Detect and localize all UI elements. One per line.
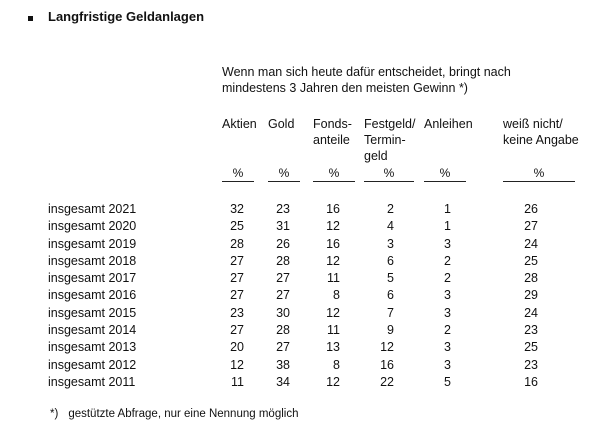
cell-weiss-nicht: 25: [524, 340, 538, 355]
cell-anleihen: 5: [444, 374, 451, 389]
column-header-festgeld: Festgeld/ Termin- geld: [364, 117, 416, 163]
cell-weiss-nicht: 24: [524, 236, 538, 251]
footnote-mark: *): [50, 408, 59, 420]
cell-weiss-nicht: 26: [524, 202, 538, 216]
cell-anleihen: 3: [444, 236, 451, 251]
cell-aktien: 32: [230, 202, 244, 216]
cell-anleihen: 2: [444, 323, 451, 338]
cell-fondsanteile: 8: [333, 357, 340, 372]
cell-fondsanteile: 11: [327, 323, 340, 338]
cell-gold: 34: [276, 374, 290, 389]
cell-festgeld: 16: [380, 357, 394, 372]
unit-festgeld: %: [364, 166, 414, 182]
cell-festgeld: 2: [387, 202, 394, 216]
unit-anleihen: %: [424, 166, 466, 182]
cell-festgeld: 6: [387, 253, 394, 268]
column-header-anleihen: Anleihen: [424, 117, 473, 131]
table-row: [48, 271, 588, 288]
cell-festgeld: 12: [380, 340, 394, 355]
cell-gold: 30: [276, 305, 290, 320]
cell-gold: 28: [276, 253, 290, 268]
cell-aktien: 20: [230, 340, 244, 355]
column-header-aktien: Aktien: [222, 117, 257, 131]
cell-fondsanteile: 12: [326, 253, 340, 268]
cell-aktien: 12: [230, 357, 244, 372]
cell-aktien: 27: [230, 323, 244, 338]
table-row: [48, 323, 588, 340]
bullet-icon: [28, 16, 33, 21]
table-row: [48, 254, 588, 271]
row-label: insgesamt 2020: [48, 219, 137, 234]
cell-aktien: 23: [230, 305, 244, 320]
cell-fondsanteile: 8: [333, 288, 340, 303]
cell-weiss-nicht: 25: [524, 253, 538, 268]
cell-festgeld: 4: [387, 219, 394, 234]
table-row: [48, 288, 588, 305]
row-label: insgesamt 2014: [48, 323, 137, 338]
table-row: [48, 375, 588, 392]
cell-fondsanteile: 12: [326, 219, 340, 234]
cell-gold: 28: [276, 323, 290, 338]
cell-festgeld: 22: [380, 374, 394, 389]
footnote-text: gestützte Abfrage, nur eine Nennung möglich: [68, 408, 299, 420]
data-table: [48, 202, 588, 392]
cell-fondsanteile: 12: [326, 305, 340, 320]
table-row: [48, 340, 588, 357]
cell-anleihen: 1: [444, 202, 451, 216]
table-row: [48, 202, 588, 219]
row-label: insgesamt 2013: [48, 340, 137, 355]
row-label: insgesamt 2016: [48, 288, 137, 303]
cell-festgeld: 7: [387, 305, 394, 320]
cell-aktien: 27: [230, 288, 244, 303]
unit-weiss-nicht: %: [503, 166, 575, 182]
cell-fondsanteile: 13: [326, 340, 340, 355]
cell-gold: 27: [276, 288, 290, 303]
row-label: insgesamt 2019: [48, 236, 137, 251]
cell-anleihen: 2: [444, 271, 451, 286]
table-row: [48, 237, 588, 254]
cell-gold: 27: [276, 271, 290, 286]
cell-weiss-nicht: 23: [524, 323, 538, 338]
row-label: insgesamt 2021: [48, 202, 137, 216]
cell-weiss-nicht: 24: [524, 305, 538, 320]
cell-anleihen: 3: [444, 340, 451, 355]
row-label: insgesamt 2015: [48, 305, 137, 320]
cell-anleihen: 3: [444, 288, 451, 303]
question-line-2: mindestens 3 Jahren den meisten Gewinn *): [222, 81, 468, 95]
cell-weiss-nicht: 29: [524, 288, 538, 303]
cell-festgeld: 3: [387, 236, 394, 251]
cell-anleihen: 3: [444, 305, 451, 320]
row-label: insgesamt 2012: [48, 357, 137, 372]
cell-weiss-nicht: 27: [524, 219, 538, 234]
cell-festgeld: 5: [387, 271, 394, 286]
column-header-fondsanteile: Fonds- anteile: [313, 117, 352, 147]
table-row: [48, 306, 588, 323]
footnote: [50, 408, 298, 420]
table-row: [48, 219, 588, 236]
row-label: insgesamt 2017: [48, 271, 137, 286]
section-heading: Langfristige Geldanlagen: [48, 9, 205, 24]
cell-fondsanteile: 11: [327, 271, 340, 286]
cell-festgeld: 6: [387, 288, 394, 303]
cell-aktien: 11: [231, 374, 244, 389]
survey-question: [222, 64, 582, 96]
column-header-weiss-nicht: weiß nicht/ keine Angabe: [503, 117, 579, 147]
cell-gold: 26: [276, 236, 290, 251]
cell-fondsanteile: 16: [326, 202, 340, 216]
unit-gold: %: [268, 166, 300, 182]
cell-anleihen: 2: [444, 253, 451, 268]
row-label: insgesamt 2011: [48, 374, 136, 389]
cell-gold: 23: [276, 202, 290, 216]
cell-aktien: 25: [230, 219, 244, 234]
cell-gold: 38: [276, 357, 290, 372]
cell-weiss-nicht: 23: [524, 357, 538, 372]
unit-fondsanteile: %: [313, 166, 355, 182]
cell-weiss-nicht: 28: [524, 271, 538, 286]
cell-anleihen: 1: [444, 219, 451, 234]
cell-fondsanteile: 12: [326, 374, 340, 389]
column-header-gold: Gold: [268, 117, 295, 131]
row-label: insgesamt 2018: [48, 253, 137, 268]
cell-festgeld: 9: [387, 323, 394, 338]
cell-gold: 27: [276, 340, 290, 355]
cell-fondsanteile: 16: [326, 236, 340, 251]
cell-anleihen: 3: [444, 357, 451, 372]
cell-aktien: 28: [230, 236, 244, 251]
question-line-1: Wenn man sich heute dafür entscheidet, bringt nach: [222, 65, 511, 79]
cell-weiss-nicht: 16: [524, 374, 538, 389]
cell-aktien: 27: [230, 253, 244, 268]
table-row: [48, 358, 588, 375]
unit-aktien: %: [222, 166, 254, 182]
cell-gold: 31: [276, 219, 290, 234]
cell-aktien: 27: [230, 271, 244, 286]
